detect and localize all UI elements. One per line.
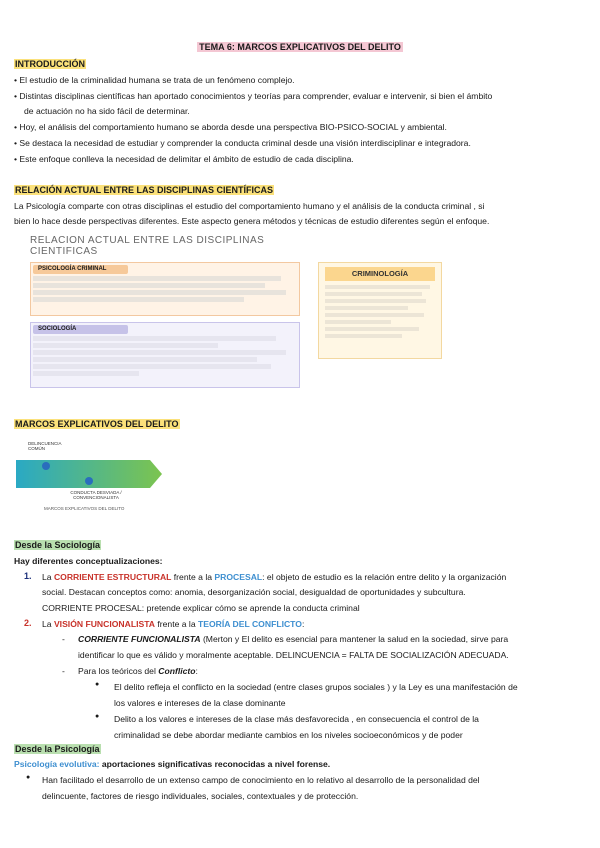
relacion-line-2: bien lo hace desde perspectivas diferentes. Este aspecto genera métodos y técnicas de estudio diferentes según el enfoque. [14,216,490,226]
psicologia-heading: Desde la Psicología [15,744,100,754]
intro-bullet-2: • Distintas disciplinas científicas han aportado conocimientos y teorías para comprender, evaluar e intervenir, si bien el ámbito [14,91,493,101]
psicologia-criminal-text [33,276,297,302]
relacion-heading: RELACIÓN ACTUAL ENTRE LAS DISCIPLINAS CIENTÍFICAS [15,185,274,195]
figure-title: RELACION ACTUAL ENTRE LAS DISCIPLINAS CIENTIFICAS [30,235,265,257]
sub2-dash: - [62,666,65,676]
conflict-bullet-2-line-2: criminalidad se debe abordar mediante cambios en los niveles socioeconómicos y de poder [114,730,463,740]
intro-bullet-3: • Hoy, el análisis del comportamiento humano se aborda desde una perspectiva BIO-PSICO-SOCIAL y ambiental. [14,122,447,132]
sub1-line-1: CORRIENTE FUNCIONALISTA (Merton y El delito es esencial para mantener la salud en la sociedad, sirve para [78,634,509,644]
marcos-heading: MARCOS EXPLICATIVOS DEL DELITO [15,419,179,429]
intro-bullet-2b: de actuación no ha sido fácil de determinar. [24,106,190,116]
sub1-line-2: identificar lo que es válido y moralmente aceptable. DELINCUENCIA = FALTA DE SOCIALIZACIÓN ADECUADA. [78,650,509,660]
sociologia-box [30,322,300,388]
arrow-point-2 [85,477,93,485]
sub1-dash: - [62,634,65,644]
disciplines-figure [30,235,300,370]
sub2-line: Para los teóricos del Conflicto: [78,666,198,676]
sociologia-label: SOCIOLOGÍA [33,325,128,334]
intro-bullet-1: • El estudio de la criminalidad humana se trata de un fenómeno complejo. [14,75,295,85]
conflict-bullet-1-line-2: los valores e intereses de la clase dominante [114,698,286,708]
criminologia-label: CRIMINOLOGÍA [325,267,435,281]
item2-number: 2. [24,618,32,628]
psicologia-criminal-label: PSICOLOGÍA CRIMINAL [33,265,128,274]
bullet-dot-1: ● [95,681,100,688]
arrow-point-1 [42,462,50,470]
arrow-label-1: DELINCUENCIA COMÚN [28,441,62,451]
item1-line-2: social. Destacan conceptos como: anomia, desorganización social, desigualdad de oportunidades y subcultura. [42,587,466,597]
item1-line-1: La CORRIENTE ESTRUCTURAL frente a la PROCESAL: el objeto de estudio es la relación entre delito y la organización [42,572,507,582]
criminologia-text [319,285,441,338]
psicologia-criminal-box [30,262,300,316]
intro-bullet-4: • Se destaca la necesidad de estudiar y comprender la conducta criminal desde una visión interdisciplinar e integradora. [14,138,471,148]
sociologia-text [33,336,297,376]
arrow-caption: MARCOS EXPLICATIVOS DEL DELITO [44,506,125,511]
marcos-arrow-diagram [14,440,164,512]
criminologia-box [318,262,442,359]
intro-heading: INTRODUCCIÓN [15,59,85,69]
conflict-bullet-1-line-1: El delito refleja el conflicto en la sociedad (entre clases grupos sociales ) y la Ley es una manifestación de [114,682,518,692]
psicologia-bullet-dot: ● [26,774,31,781]
psicologia-evolutiva: Psicología evolutiva: aportaciones significativas reconocidas a nivel forense. [14,759,331,769]
sociologia-heading: Desde la Sociología [15,540,101,550]
item1-number: 1. [24,571,32,581]
bullet-dot-2: ● [95,713,100,720]
arrow-label-2: CONDUCTA DESVIADA / CONVENCIONALISTA [70,490,122,500]
psicologia-bullet-line-1: Han facilitado el desarrollo de un extenso campo de conocimiento en lo relativo al desarrollo de la personalidad del [42,775,480,785]
item1-line-3: CORRIENTE PROCESAL: pretende explicar cómo se aprende la conducta criminal [42,603,360,613]
sociologia-intro: Hay diferentes conceptualizaciones: [14,556,163,566]
conflict-bullet-2-line-1: Delito a los valores e intereses de la clase más desfavorecida , en consecuencia el control de la [114,714,479,724]
relacion-line-1: La Psicología comparte con otras disciplinas el estudio del comportamiento humano y el análisis de la conducta criminal , si [14,201,485,211]
item2-line-1: La VISIÓN FUNCIONALISTA frente a la TEORÍA DEL CONFLICTO: [42,619,305,629]
intro-bullet-5: • Este enfoque conlleva la necesidad de delimitar el ámbito de estudio de cada disciplina. [14,154,354,164]
page-title: TEMA 6: MARCOS EXPLICATIVOS DEL DELITO [199,42,401,52]
psicologia-bullet-line-2: delincuente, factores de riesgo individuales, sociales, contextuales y de protección. [42,791,359,801]
